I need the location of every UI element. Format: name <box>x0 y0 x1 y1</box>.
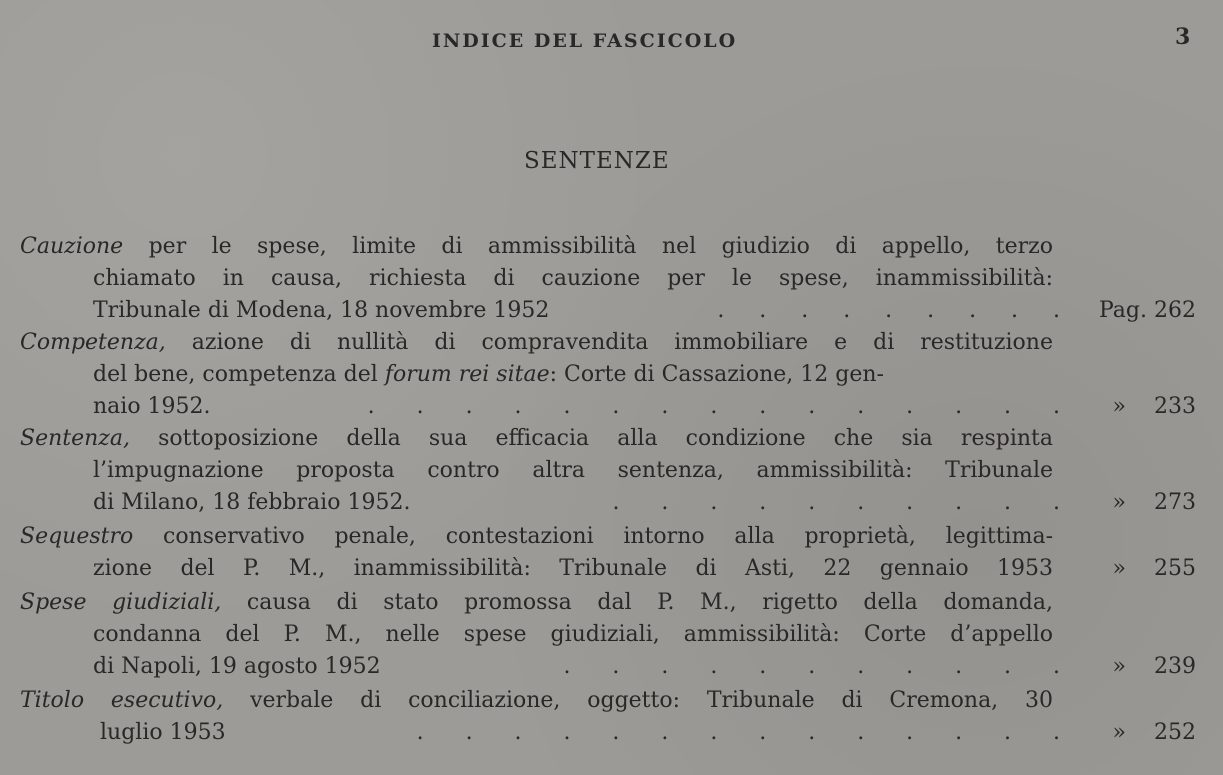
page-prefix: » <box>1112 556 1127 581</box>
entry-term: Cauzione <box>20 234 124 259</box>
entry-text: luglio 1953 <box>100 720 226 745</box>
index-entry-line <box>93 359 1053 390</box>
index-entry-line <box>100 717 226 748</box>
leader-dots: . . . . . . . . . . <box>612 490 1060 515</box>
entry-text: per le spese, limite di ammissibilità nel giudizio di appello, terzo <box>123 234 1053 259</box>
entry-text: sottoposizione della sua efficacia alla condizione che sia respinta <box>130 426 1053 451</box>
page-value: 239 <box>1154 654 1196 679</box>
entry-italic-text: forum rei sitae <box>384 362 550 387</box>
entry-text: del bene, competenza del <box>93 362 385 387</box>
entry-text: zione del P. M., inammissibilità: Tribunale di Asti, 22 gennaio 1953 <box>93 556 1053 581</box>
entry-text: l’impugnazione proposta contro altra sentenza, ammissibilità: Tribunale <box>93 458 1053 483</box>
page-reference <box>1078 391 1196 422</box>
page-prefix: » <box>1112 654 1127 679</box>
page-number: 3 <box>1175 24 1191 50</box>
entry-term: Competenza, <box>20 330 166 355</box>
entry-text: azione di nullità di compravendita immobiliare e di restituzione <box>165 330 1053 355</box>
index-entry-line <box>20 587 1053 618</box>
header-title: INDICE DEL FASCICOLO <box>432 30 738 52</box>
index-entry-line <box>20 685 1053 716</box>
page-prefix: Pag. <box>1098 298 1147 323</box>
page-reference <box>1078 295 1196 326</box>
entry-text: causa di stato promossa dal P. M., rigetto della domanda, <box>221 590 1053 615</box>
page-reference <box>1078 651 1196 682</box>
index-entry-line <box>93 553 1053 584</box>
entry-term: Sentenza, <box>20 426 130 451</box>
page-prefix: » <box>1112 394 1127 419</box>
entry-text: di Milano, 18 febbraio 1952. <box>93 490 411 515</box>
leader-dots: . . . . . . . . . <box>717 298 1060 323</box>
page-value: 255 <box>1154 556 1196 581</box>
entry-text: conservativo penale, contestazioni intorno alla proprietà, legittima- <box>133 524 1053 549</box>
index-entry-line <box>93 619 1053 650</box>
index-entry-line <box>93 487 410 518</box>
index-entry-line <box>20 423 1053 454</box>
entry-text: di Napoli, 19 agosto 1952 <box>93 654 381 679</box>
entry-term: Titolo esecutivo, <box>20 688 224 713</box>
page-reference <box>1078 553 1196 584</box>
entry-text: condanna del P. M., nelle spese giudiziali, ammissibilità: Corte d’appello <box>93 622 1053 647</box>
page-value: 233 <box>1154 394 1196 419</box>
index-entry-line <box>20 521 1053 552</box>
entry-text: chiamato in causa, richiesta di cauzione per le spese, inammissibilità: <box>93 266 1053 291</box>
page-value: 262 <box>1154 298 1196 323</box>
entry-term: Sequestro <box>20 524 134 549</box>
index-entry-line <box>20 327 1053 358</box>
page-value: 252 <box>1154 720 1196 745</box>
index-entry-line <box>20 231 1053 262</box>
index-entry-line <box>93 455 1053 486</box>
index-entry-line <box>93 391 211 422</box>
index-entry-line <box>93 651 381 682</box>
entry-text: : Corte di Cassazione, 12 gen- <box>549 362 884 387</box>
entry-text: naio 1952. <box>93 394 211 419</box>
entry-text: verbale di conciliazione, oggetto: Tribunale di Cremona, 30 <box>223 688 1053 713</box>
page-prefix: » <box>1112 490 1127 515</box>
entry-term: Spese giudiziali, <box>20 590 222 615</box>
leader-dots: . . . . . . . . . . . . . . . <box>367 394 1060 419</box>
page-reference <box>1078 487 1196 518</box>
index-entry-line <box>93 263 1053 294</box>
section-title: SENTENZE <box>524 148 670 174</box>
page-prefix: » <box>1112 720 1127 745</box>
index-entry-line <box>93 295 549 326</box>
entry-text: Tribunale di Modena, 18 novembre 1952 <box>93 298 550 323</box>
leader-dots: . . . . . . . . . . . . . . <box>416 720 1060 745</box>
page-reference <box>1078 717 1196 748</box>
leader-dots: . . . . . . . . . . . <box>563 654 1060 679</box>
page-value: 273 <box>1154 490 1196 515</box>
